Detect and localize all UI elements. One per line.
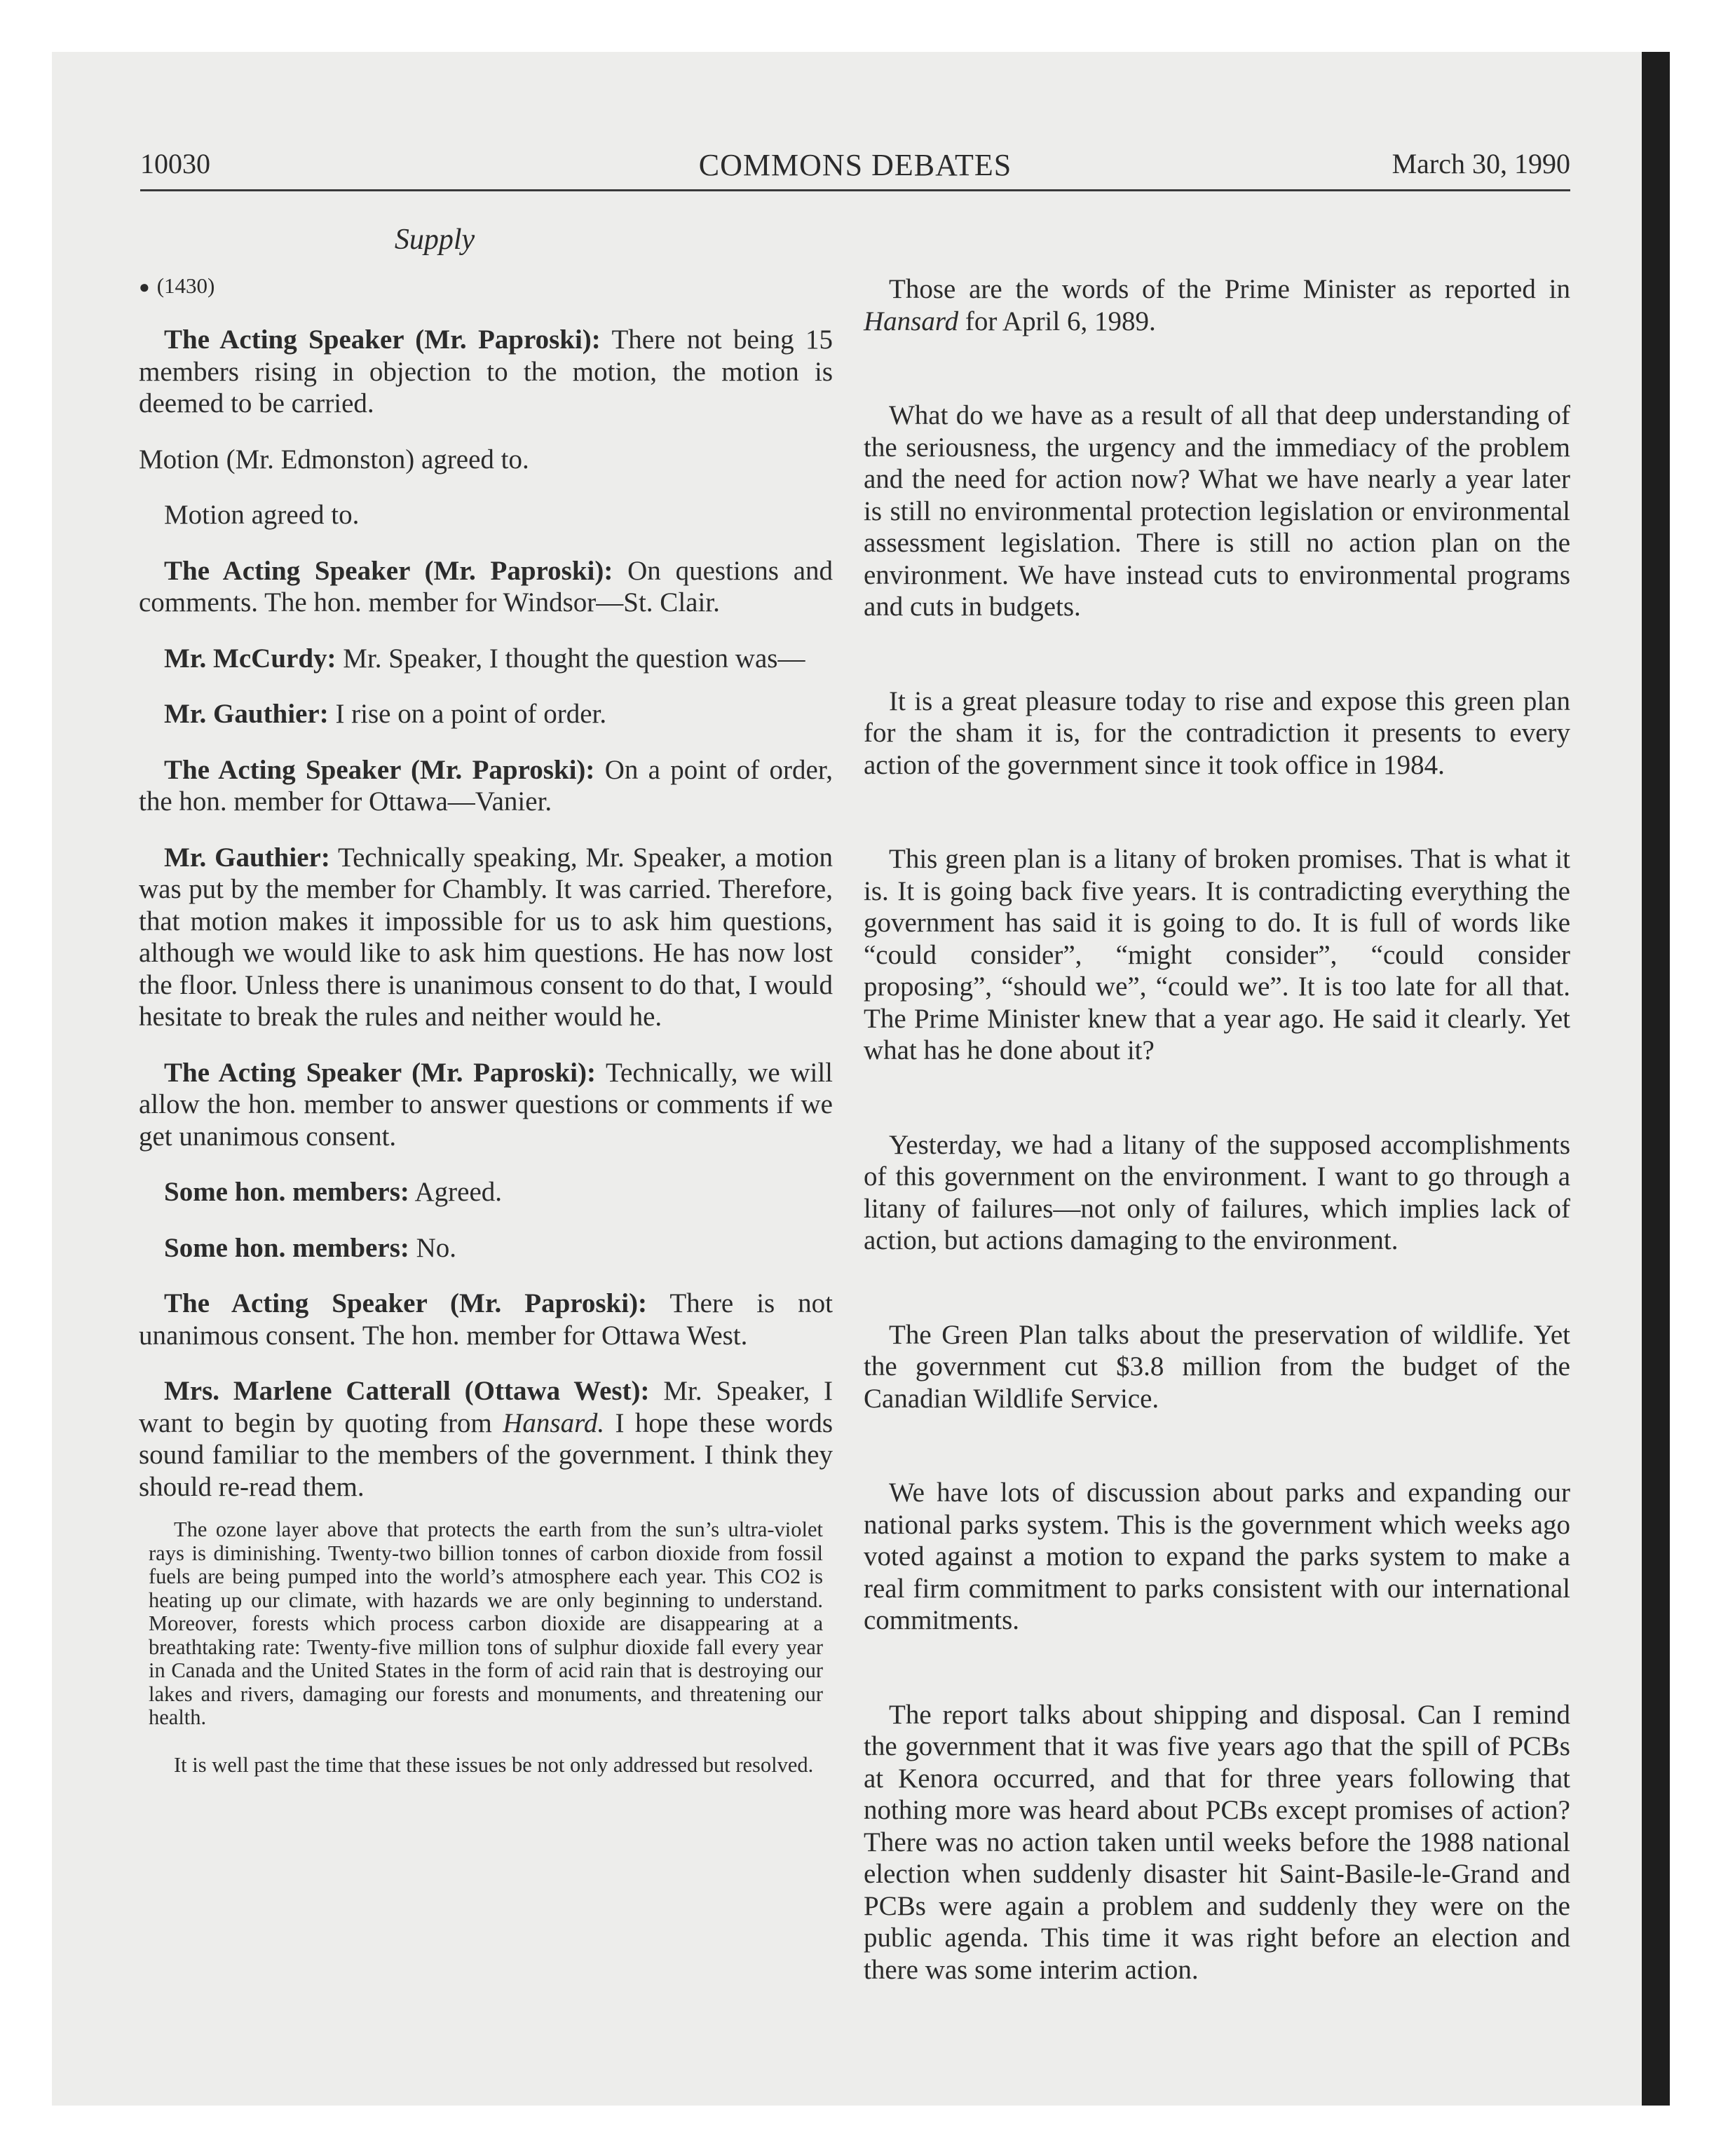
- paragraph: [139, 842, 833, 1033]
- header-rule: [140, 189, 1570, 191]
- paragraph-text: Motion (Mr. Edmonston) agreed to.: [139, 444, 529, 475]
- paragraph: [139, 1232, 833, 1264]
- paragraph-text: Technically, we will allow the hon. member to answer questions or comments if we get unanimous consent.: [139, 1057, 834, 1152]
- page-header: [140, 147, 1570, 189]
- paragraph-text: Those are the words of the Prime Minister as reported in: [889, 274, 1570, 304]
- paragraph-text: On questions and comments. The hon. member for Windsor—St. Clair.: [139, 555, 833, 618]
- speaker-name: The Acting Speaker (Mr. Paproski):: [164, 1288, 648, 1318]
- paragraph-text: On a point of order, the hon. member for Ottawa—Vanier.: [139, 754, 833, 817]
- paragraph: The report talks about shipping and disposal. Can I remind the government that it was five years ago that the spill of PCBs at Kenora occurred, and that for three years following that nothing more was heard about PCBs except promises of action? There was no action taken until weeks before the 1988 national election when suddenly disaster hit Saint-Basile-le-Grand and PCBs were again a problem and suddenly they were on the public agenda. This time it was right before an election and there was some interim action.: [864, 1699, 1570, 1985]
- paragraph: Yesterday, we had a litany of the supposed accomplishments of this government on the environment. I want to go through a litany of failures—not only of failures, which implies lack of action, but actions damaging to the environment.: [864, 1129, 1570, 1255]
- speaker-name: Mr. McCurdy:: [164, 643, 336, 674]
- page-binding-edge: [1642, 52, 1670, 2106]
- paragraph-text: There is not unanimous consent. The hon. member for Ottawa West.: [139, 1288, 834, 1351]
- speaker-name: Some hon. members:: [164, 1232, 409, 1263]
- speaker-name: Mr. Gauthier:: [164, 842, 330, 873]
- page-number: 10030: [140, 148, 210, 179]
- speaker-name: The Acting Speaker (Mr. Paproski):: [164, 1057, 596, 1088]
- page-date: March 30, 1990: [1392, 148, 1570, 179]
- block-quote: It is well past the time that these issues be not only addressed but resolved.: [174, 1752, 814, 1777]
- paragraph: This green plan is a litany of broken promises. That is what it is. It is going back five years. It is contradicting everything the government has said it is going to do. It is full of words like “could consider”, “might consider”, “could consider proposing”, “should we”, “could we”. It is too late for all that. The Prime Minister knew that a year ago. He said it clearly. Yet what has he done about it?: [864, 844, 1570, 1065]
- paragraph-text: I hope these words sound familiar to the members of the government. I think they should re-read them.: [139, 1407, 834, 1502]
- paragraph: [139, 698, 833, 730]
- paragraph: [139, 555, 833, 619]
- paragraph: [139, 499, 833, 531]
- publication-name: Hansard.: [503, 1407, 605, 1438]
- paragraph: It is a great pleasure today to rise and expose this green plan for the sham it is, for the contradiction it presents to every action of the government since it took office in 1984.: [864, 685, 1570, 780]
- speaker-name: Some hon. members:: [164, 1177, 409, 1207]
- speaker-name: The Acting Speaker (Mr. Paproski):: [164, 325, 601, 355]
- paragraph-text: Mr. Speaker, I want to begin by quoting from: [139, 1376, 834, 1438]
- time-stamp: [139, 273, 833, 300]
- paragraph: [864, 273, 1570, 337]
- paragraph-text: Motion agreed to.: [164, 500, 360, 530]
- right-column: [864, 273, 1570, 2048]
- speaker-name: The Acting Speaker (Mr. Paproski):: [164, 555, 613, 586]
- paragraph: We have lots of discussion about parks and expanding our national parks system. This is the government which weeks ago voted against a motion to expand the parks system to make a real firm commitment to parks consistent with our international commitments.: [864, 1478, 1570, 1635]
- paragraph-text: for April 6, 1989.: [965, 306, 1156, 336]
- paragraph: [139, 1176, 833, 1208]
- section-heading: Supply: [394, 224, 475, 256]
- publication-name: Hansard: [864, 306, 959, 336]
- paragraph: [139, 1057, 833, 1153]
- paragraph-text: I rise on a point of order.: [335, 699, 607, 729]
- paragraph: [139, 1288, 833, 1351]
- paragraph-text: There not being 15 members rising in objection to the motion, the motion is deemed to be carried.: [139, 325, 833, 418]
- paragraph: [139, 1375, 833, 1503]
- paragraph: [139, 324, 833, 420]
- publication-title: COMMONS DEBATES: [698, 148, 1012, 182]
- speaker-name: Mr. Gauthier:: [164, 699, 329, 729]
- bullet-icon: ●: [139, 277, 150, 297]
- left-column: [139, 273, 833, 1801]
- paragraph: [139, 444, 833, 476]
- paragraph-text: Mr. Speaker, I thought the question was—: [343, 643, 805, 674]
- paragraph: What do we have as a result of all that deep understanding of the seriousness, the urgency and the immediacy of the problem and the need for action now? What we have nearly a year later is still no environmental protection legislation or environmental assessment legislation. There is still no action plan on the environment. We have instead cuts to environmental programs and cuts in budgets.: [864, 400, 1570, 622]
- speaker-name: Mrs. Marlene Catterall (Ottawa West):: [164, 1376, 650, 1406]
- speaker-name: The Acting Speaker (Mr. Paproski):: [164, 754, 595, 785]
- paragraph: The Green Plan talks about the preservation of wildlife. Yet the government cut $3.8 million from the budget of the Canadian Wildlife Service.: [864, 1319, 1570, 1414]
- paragraph-text: No.: [416, 1232, 457, 1263]
- paragraph-text: Agreed.: [414, 1177, 503, 1207]
- paragraph: [139, 754, 833, 818]
- paragraph: [139, 643, 833, 675]
- block-quote: The ozone layer above that protects the earth from the sun’s ultra-violet rays is diminishing. Twenty-two billion tonnes of carbon dioxide from fossil fuels are being pumped into the world’s atmosphere each year. This CO2 is heating up our climate, with hazards we are only beginning to understand. Moreover, forests which process carbon dioxide are disappearing at a breathtaking rate: Twenty-five million tons of sulphur dioxide fall every year in Canada and the United States in the form of acid rain that is destroying our lakes and rivers, damaging our forests and monuments, and threatening our health.: [149, 1517, 823, 1729]
- paragraph-text: Technically speaking, Mr. Speaker, a motion was put by the member for Chambly. It was carried. Therefore, that motion makes it impossible for us to ask him questions, although we would like to ask him questions. He has now lost the floor. Unless there is unanimous consent to do that, I would hesitate to break the rules and neither would he.: [139, 842, 834, 1032]
- time-stamp-text: (1430): [156, 273, 215, 298]
